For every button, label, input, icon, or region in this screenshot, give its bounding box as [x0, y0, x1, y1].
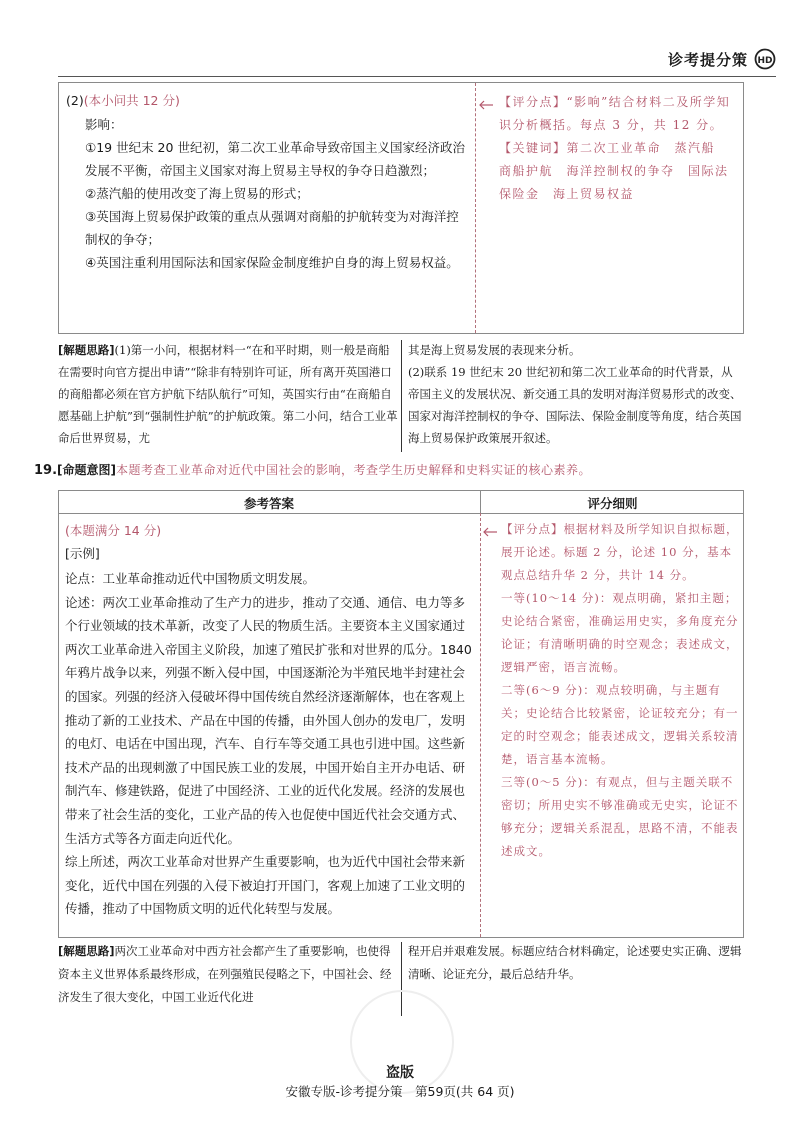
- q18-thinking: [58, 339, 758, 457]
- scoring-line: 一等(10～14 分)：观点明确，紧扣主题；史论结合紧密，准确运用史实，多角度充分论证；有清晰明确的时空观念；表述成文，逻辑严密，语言流畅。: [501, 591, 739, 674]
- thinking-right-column: [408, 339, 744, 449]
- q19-scoring: [501, 518, 741, 863]
- answer-line: 影响：: [85, 117, 123, 132]
- thinking-text: 其是海上贸易发展的表现来分析。: [408, 343, 581, 357]
- scoring-line: 【评分点】“影响”结合材料二及所学知识分析概括。每点 3 分，共 12 分。: [499, 95, 731, 132]
- thinking-text: (1)第一小问，根据材料一“在和平时期，则一般是商船在需要时向官方提出申请”“除非有特别许可证，所有离开英国港口的商船都必须在官方护航下结队航行”可知，英国实行由“在商船自愿基础上护航”到“强制性护航”的护航政策。第二小问，结合工业革命后世界贸易，尤: [58, 343, 398, 445]
- answer-line: ④英国注重利用国际法和国家保险金制度维护自身的海上贸易权益。: [85, 255, 459, 270]
- thinking-tag: [解题思路]: [58, 944, 115, 958]
- answer-line: 综上所述，两次工业革命对世界产生重要影响，也为近代中国社会带来新变化，近代中国在列强的入侵下被迫打开国门，客观上加速了工业文明的传播，推动了中国物质文明的近代化转型与发展。: [65, 854, 466, 917]
- thinking-right-column: [408, 940, 744, 986]
- answer-line: ③英国海上贸易保护政策的重点从强调对商船的护航转变为对海洋控制权的争夺；: [85, 209, 459, 247]
- intent-text: 本题考查工业革命对近代中国社会的影响，考查学生历史解释和史料实证的核心素养。: [116, 463, 592, 477]
- dashed-divider: [480, 513, 481, 937]
- part-label: (2): [66, 93, 84, 108]
- q18-scoring: [499, 91, 743, 206]
- thinking-left-column: [58, 940, 398, 1009]
- page-footer: [0, 1062, 800, 1100]
- watermark-label: 盗版: [386, 1065, 414, 1081]
- answer-line: ①19 世纪末 20 世纪初，第二次工业革命导致帝国主义国家经济政治发展不平衡，帝国主义国家对海上贸易主导权的争夺日趋激烈；: [85, 140, 465, 178]
- brand-header: [668, 46, 776, 72]
- col-scoring-header: 评分细则: [587, 496, 638, 511]
- arrow-left-icon: [483, 527, 497, 537]
- answer-line: 论点：工业革命推动近代中国物质文明发展。: [65, 571, 316, 586]
- q18-part2-box: [58, 82, 744, 334]
- arrow-left-icon: [479, 100, 493, 110]
- q19-answer-table: [58, 490, 744, 938]
- brand-logo-icon: [754, 48, 776, 70]
- intent-tag: [命题意图]: [57, 463, 117, 477]
- scoring-line: 【评分点】根据材料及所学知识自拟标题，展开论述。标题 2 分，论述 10 分，基本观点总结升华 2 分，共计 14 分。: [501, 522, 739, 582]
- scoring-line: 【关键词】第二次工业革命 蒸汽船 商船护航 海洋控制权的争夺 国际法 保险金 海上贸易权益: [499, 141, 743, 201]
- table-header: [59, 491, 743, 514]
- col-answer-header: 参考答案: [243, 496, 294, 511]
- part-score-note: (本小问共 12 分): [83, 93, 180, 108]
- q18-answer: [85, 113, 465, 274]
- example-label: [示例]: [65, 546, 100, 561]
- header-rule: [58, 76, 776, 77]
- answer-line: 论述：两次工业革命推动了生产力的进步，推动了交通、通信、电力等多个行业领域的技术革新，改变了人民的物质生活。主要资本主义国家通过两次工业革命进入帝国主义阶段，加速了殖民扩张和对世界的瓜分。1840 年鸦片战争以来，列强不断入侵中国，中国逐渐沦为半殖民地半封建社会的国家。列强的经济入侵破坏得中国传统自然经济逐渐解体，也在客观上推动了新的工业技术、产品在中国的传播，由外国人创办的发电厂，发明的电灯、电话在中国出现，汽车、自行车等交通工具也引进中国。这些新技术产品的出现刺激了中国民族工业的发展，中国开始自主开办电话、研制汽车、修建铁路，促进了中国经济、工业的近代化发展。经济的发展也带来了社会生活的变化，工业产品的传入也促使中国近代社会交通方式、生活方式等各方面走向近代化。: [65, 594, 472, 846]
- thinking-text: 程开启并艰难发展。标题应结合材料确定，论述要史实正确、逻辑清晰、论证充分，最后总结升华。: [408, 944, 742, 981]
- thinking-left-column: [58, 339, 398, 449]
- thinking-text: 两次工业革命对中西方社会都产生了重要影响，也使得资本主义世界体系最终形成，在列强殖民侵略之下，中国社会、经济发生了很大变化，中国工业近代化进: [58, 944, 392, 1004]
- dashed-divider: [475, 83, 476, 333]
- scoring-line: 二等(6～9 分)：观点较明确，与主题有关；史论结合比较紧密，论证较充分；有一定的时空观念；能表述成文，逻辑关系较清楚，语言基本流畅。: [501, 683, 739, 766]
- page-number: 安徽专版-诊考提分策 第59页(共 64 页): [285, 1084, 515, 1099]
- brand-logo-text: HD: [757, 56, 773, 66]
- full-score-note: (本题满分 14 分): [65, 523, 162, 538]
- q19-intent: [34, 461, 754, 478]
- thinking-text: (2)联系 19 世纪末 20 世纪初和第二次工业革命的时代背景，从帝国主义的发展状况、新交通工具的发明对海洋贸易形式的改变、国家对海洋控制权的争夺、国际法、保险金制度等角度，结合英国海上贸易保护政策展开叙述。: [408, 365, 742, 445]
- question-number: 19.: [34, 463, 58, 478]
- q18-part2-heading: [66, 91, 180, 109]
- thinking-tag: [解题思路]: [58, 343, 115, 357]
- q19-answer: [65, 567, 473, 921]
- answer-line: ②蒸汽船的使用改变了海上贸易的形式；: [85, 186, 309, 201]
- header-divider: [480, 491, 481, 513]
- scoring-line: 三等(0～5 分)：有观点，但与主题关联不密切；所用史实不够准确或无史实，论证不够充分；逻辑关系混乱，思路不清，不能表述成文。: [501, 775, 739, 858]
- brand-title: 诊考提分策: [667, 50, 748, 69]
